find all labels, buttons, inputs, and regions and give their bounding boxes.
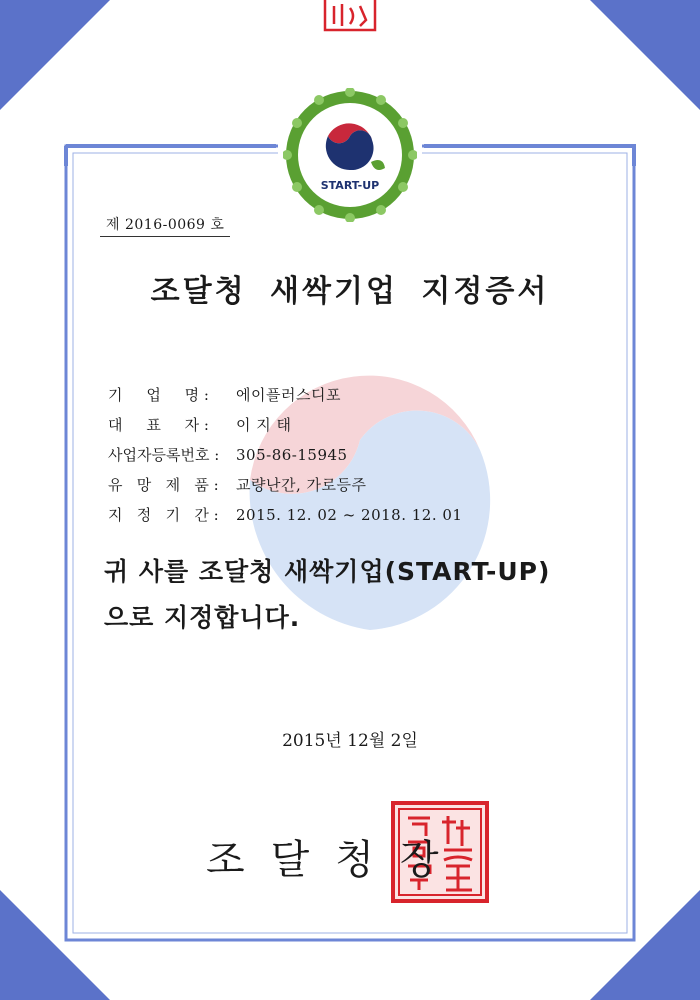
info-value: 에이플러스디포 [236,386,341,404]
declaration-line-2: 으로 지정합니다. [104,603,301,632]
info-value: 2015. 12. 02 ~ 2018. 12. 01 [236,506,463,524]
info-label: 유 망 제 품 : [108,476,219,494]
top-seal-fragment-icon [322,0,378,34]
info-row-company [108,380,462,410]
emblem-label: START-UP [320,179,380,192]
certificate-title: 조달청 새싹기업 지정증서 [150,274,550,309]
certificate-number: 제 2016-0069 호 [100,214,230,237]
info-row-period [108,500,462,530]
info-value: 교량난간, 가로등주 [236,476,367,494]
startup-emblem-icon [283,88,417,222]
info-row-representative [108,410,462,440]
company-info [108,380,462,530]
info-label: 사업자등록번호 : [108,446,220,464]
info-label: 대 표 자 : [108,416,209,434]
info-value: 이 지 태 [236,416,292,434]
issue-date: 2015년 12월 2일 [282,731,418,751]
declaration-line-1: 귀 사를 조달청 새싹기업(START-UP) [104,557,551,586]
info-label: 기 업 명 : [108,386,209,404]
declaration [104,549,624,641]
issuer-name: 조달청장 [206,837,465,883]
info-row-business-number [108,440,462,470]
info-label: 지 정 기 간 : [108,506,219,524]
info-value: 305-86-15945 [236,446,348,464]
info-row-products [108,470,462,500]
